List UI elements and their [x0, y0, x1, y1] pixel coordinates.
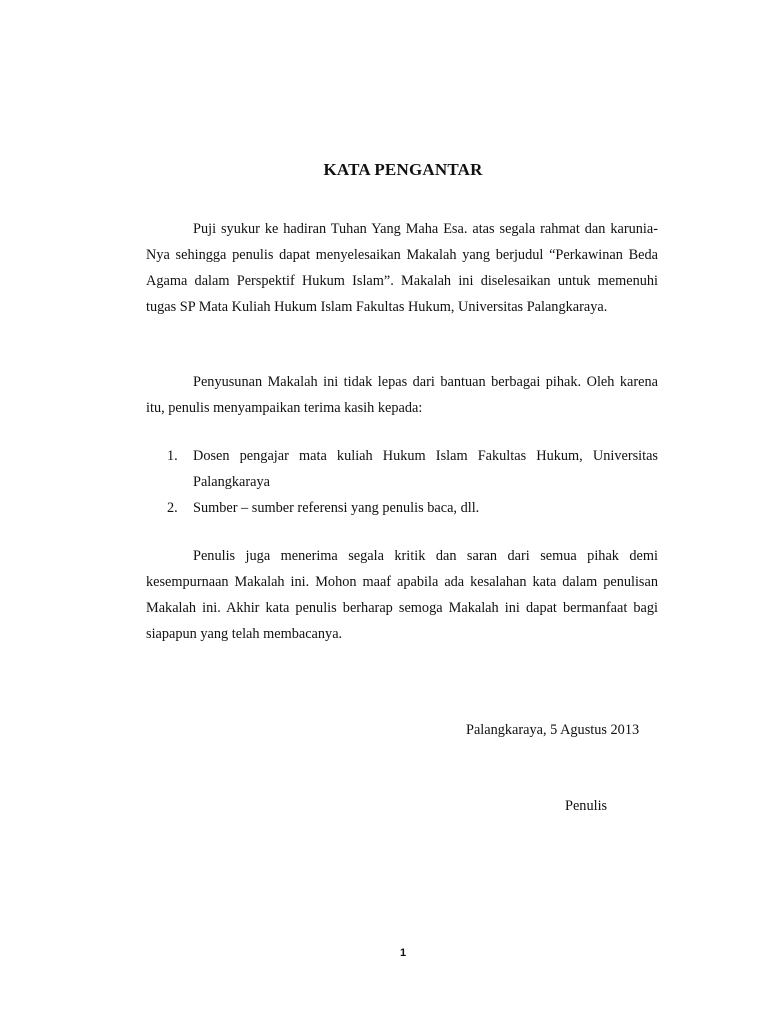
list-item-text: Dosen pengajar mata kuliah Hukum Islam Fakultas Hukum, Universitas Palangkaraya: [193, 448, 658, 490]
list-item-text: Sumber – sumber referensi yang penulis baca, dll.: [193, 500, 480, 516]
page-title: KATA PENGANTAR: [323, 160, 483, 179]
list-item: [146, 443, 658, 495]
thanks-paragraph: Penyusunan Makalah ini tidak lepas dari bantuan berbagai pihak. Oleh karena itu, penulis menyampaikan terima kasih kepada:: [146, 374, 658, 416]
list-item-number: 1.: [167, 448, 178, 464]
closing-paragraph: Penulis juga menerima segala kritik dan saran dari semua pihak demi kesempurnaan Makalah ini. Mohon maaf apabila ada kesalahan kata dalam penulisan Makalah ini. Akhir kata penulis berharap semoga Makalah ini dapat bermanfaat bagi siapapun yang telah membacanya.: [146, 548, 658, 642]
list-item-number: 2.: [167, 500, 178, 516]
intro-paragraph: Puji syukur ke hadiran Tuhan Yang Maha Esa. atas segala rahmat dan karunia-Nya sehingga penulis dapat menyelesaikan Makalah yang berjudul “Perkawinan Beda Agama dalam Perspektif Hukum Islam”. Makalah ini diselesaikan untuk memenuhi tugas SP Mata Kuliah Hukum Islam Fakultas Hukum, Universitas Palangkaraya.: [146, 221, 658, 315]
signer-name: Penulis: [565, 798, 608, 814]
acknowledgement-list: [146, 443, 658, 521]
page-number: 1: [399, 947, 407, 959]
list-item: [146, 495, 658, 521]
place-and-date: Palangkaraya, 5 Agustus 2013: [466, 722, 640, 738]
